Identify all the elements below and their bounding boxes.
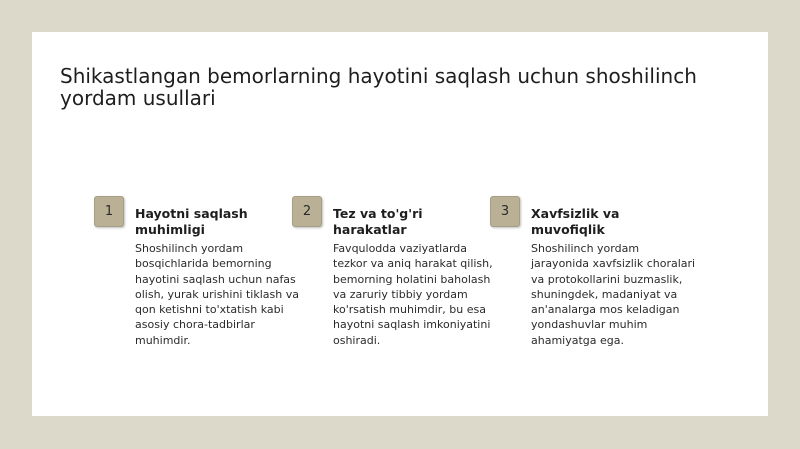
card-text-2: Favqulodda vaziyatlarda tezkor va aniq harakat qilish, bemorning holatini baholash va zaruriy tibbiy yordam ko'rsatish muhimdir, bu esa hayotni saqlash imkoniyatini oshiradi. — [333, 242, 493, 347]
card-text-3: Shoshilinch yordam jarayonida xavfsizlik choralari va protokollarini buzmaslik, shuningdek, madaniyat va an'analarga mos keladigan yondashuvlar muhim ahamiyatga ega. — [531, 242, 696, 347]
slide — [32, 32, 768, 416]
card-heading-2: Tez va to'g'ri harakatlar — [333, 206, 423, 237]
number-badge-2: 2 — [292, 196, 322, 227]
card-heading-1: Hayotni saqlash muhimligi — [135, 206, 248, 237]
slide-title: Shikastlangan bemorlarning hayotini saqlash uchun shoshilinch yordam usullari — [60, 64, 697, 110]
card-heading-3: Xavfsizlik va muvofiqlik — [531, 206, 620, 237]
card-text-1: Shoshilinch yordam bosqichlarida bemorning hayotini saqlash uchun nafas olish, yurak urishini tiklash va qon ketishni to'xtatish kabi asosiy chora-tadbirlar muhimdir. — [135, 242, 299, 347]
number-badge-3: 3 — [490, 196, 520, 227]
number-badge-1: 1 — [94, 196, 124, 227]
